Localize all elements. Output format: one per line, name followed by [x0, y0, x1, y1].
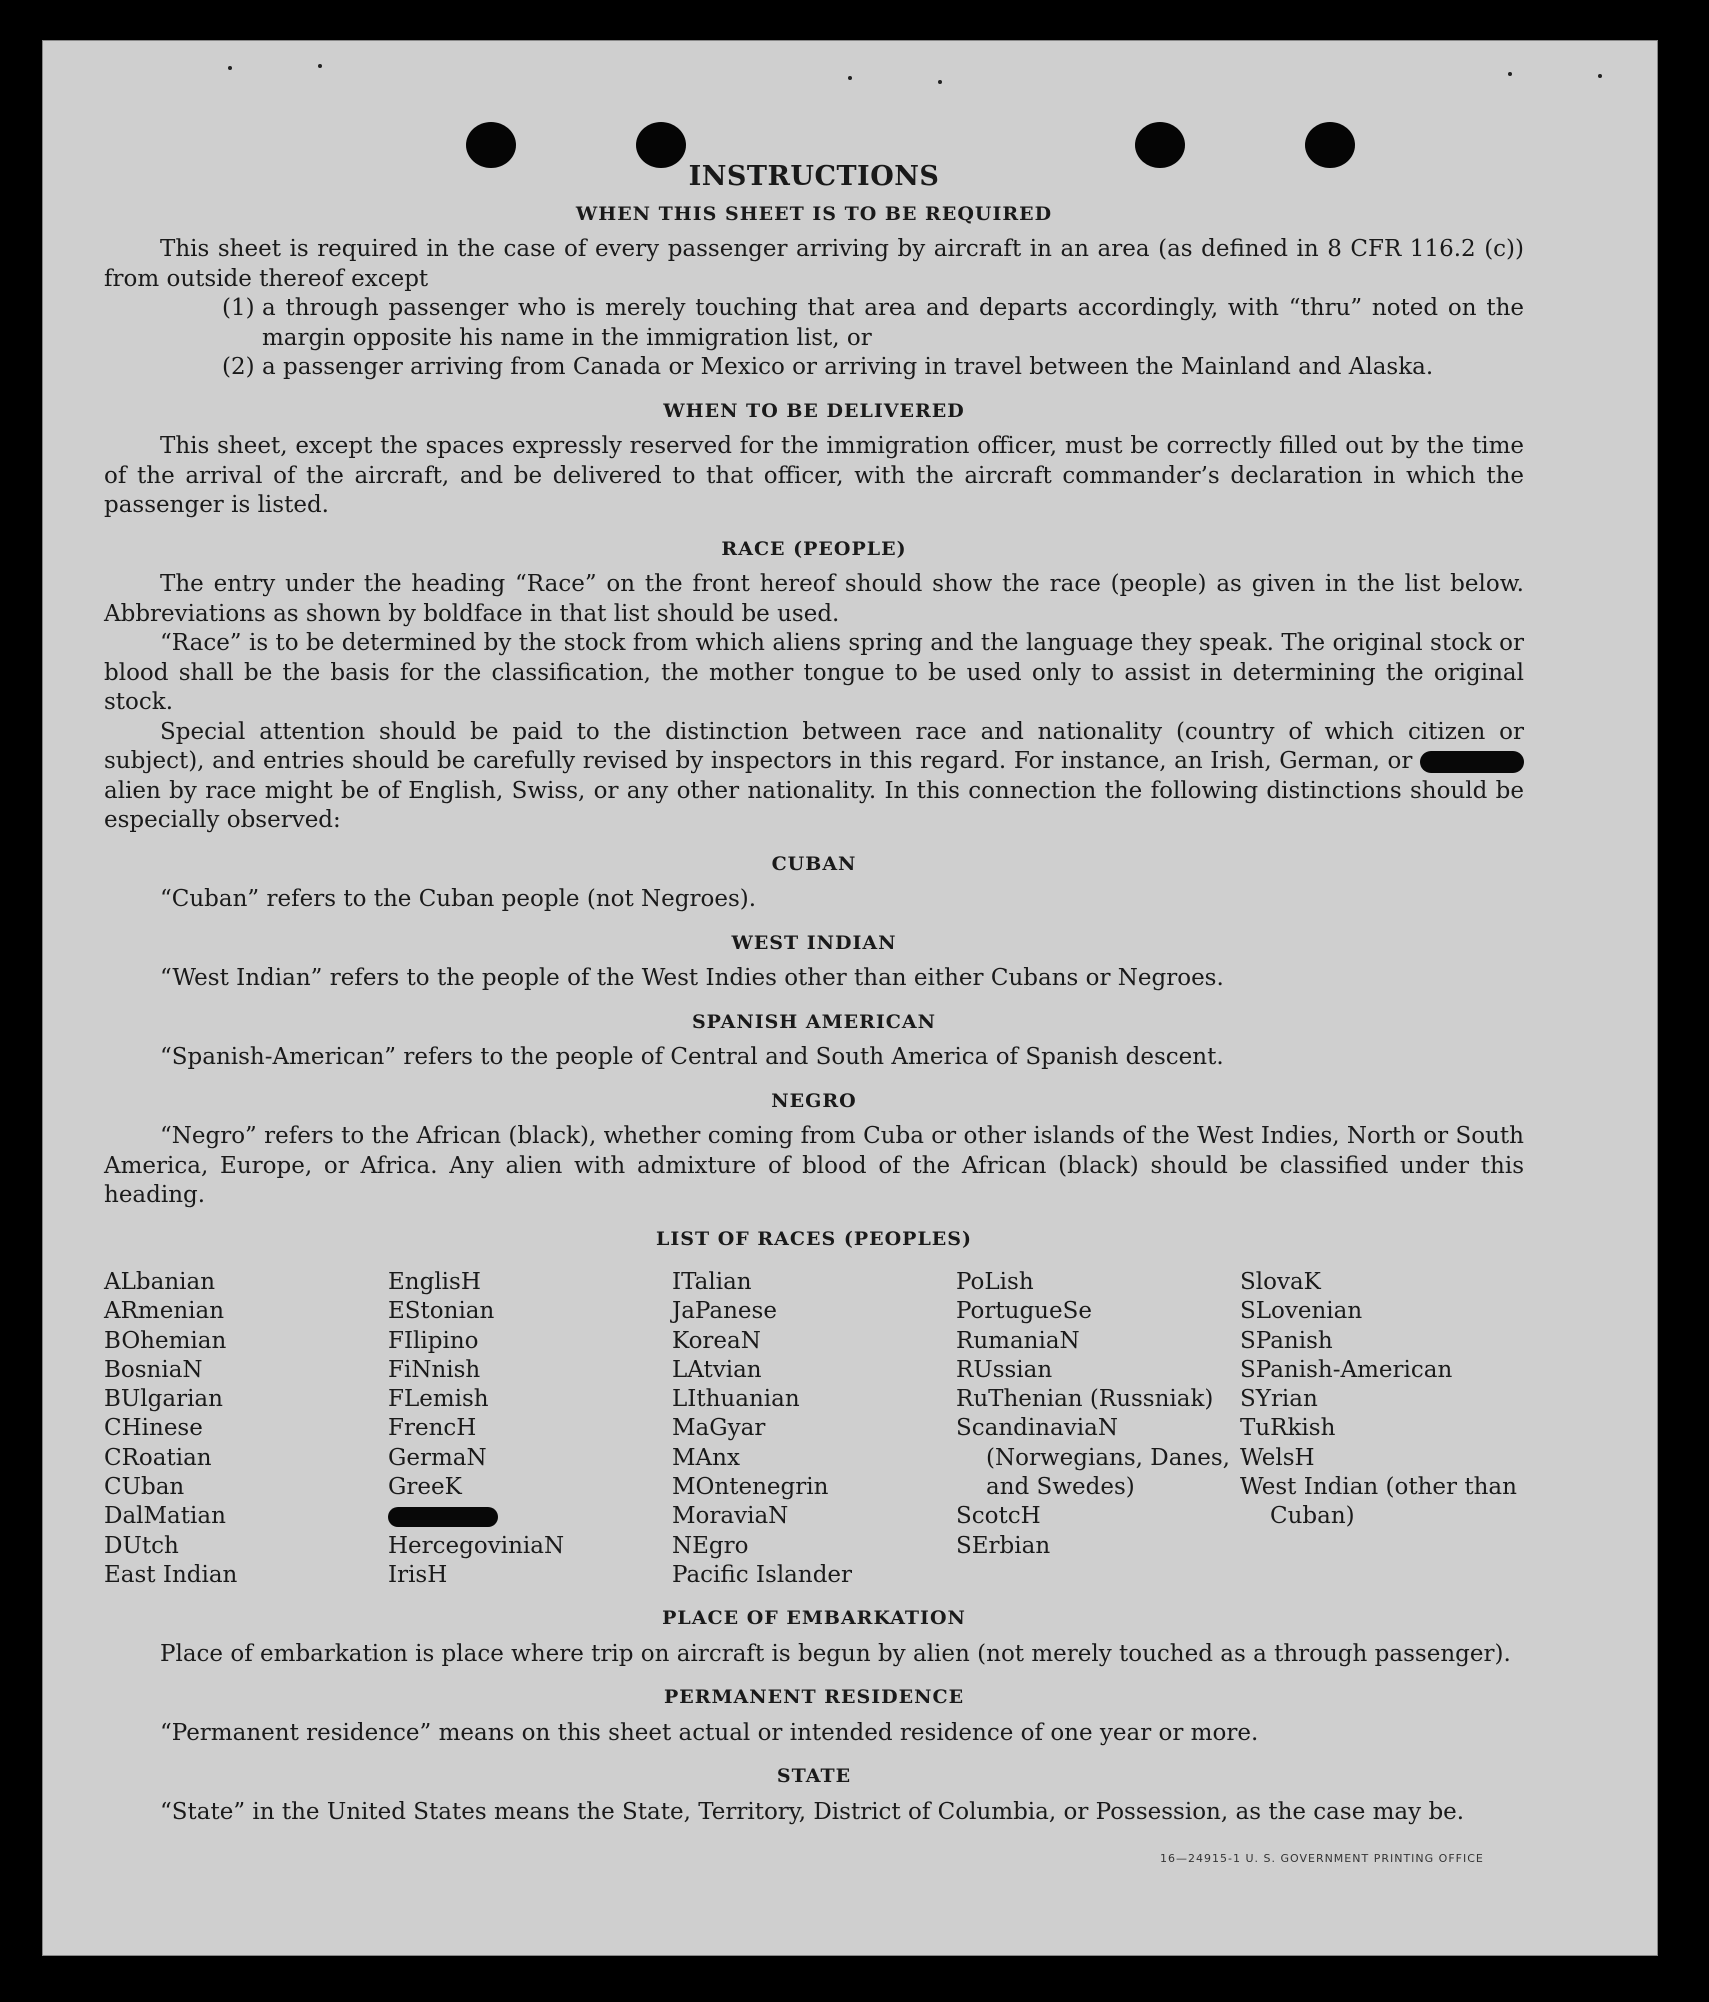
list-item: RUssian: [956, 1356, 1053, 1383]
list-item: EStonian: [388, 1298, 495, 1325]
races-column-1: [104, 1268, 388, 1590]
paragraph: This sheet is required in the case of every passenger arriving by aircraft in an area (as defined in 8 CFR 116.2 (c)) from outside thereof except: [104, 236, 1524, 292]
list-item: PortugueSe: [956, 1298, 1092, 1325]
speck: [228, 66, 232, 70]
list-item: MAnx: [672, 1444, 740, 1471]
races-column-4: [956, 1268, 1240, 1590]
list-item: DUtch: [104, 1532, 179, 1559]
list-item: CRoatian: [104, 1444, 212, 1471]
paragraph: “Negro” refers to the African (black), whether coming from Cuba or other islands of the West Indies, North or South America, Europe, or Africa. Any alien with admixture of blood of the African (black) should be classified under this heading.: [104, 1123, 1524, 1208]
paragraph: “State” in the United States means the State, Territory, District of Columbia, or Possession, as the case may be.: [160, 1798, 1465, 1825]
speck: [318, 64, 322, 68]
list-item: ScandinaviaN (Norwegians, Danes, and Swedes): [956, 1415, 1230, 1501]
list-item: SPanish-American: [1240, 1356, 1453, 1383]
list-item: EnglisH: [388, 1269, 481, 1295]
list-item: GermaN: [388, 1444, 487, 1471]
redaction-mark: [1420, 751, 1524, 773]
printer-imprint: 16—24915-1 U. S. GOVERNMENT PRINTING OFFICE: [1160, 1852, 1484, 1865]
list-item: [388, 1502, 672, 1531]
list-item: NEgro: [672, 1532, 749, 1559]
paragraph: The entry under the heading “Race” on the front hereof should show the race (people) as given in the list below. Abbreviations as shown by boldface in that list should be used.: [104, 571, 1524, 627]
list-item: FIlipino: [388, 1327, 479, 1354]
list-item: Pacific Islander: [672, 1561, 853, 1588]
list-item: MOntenegrin: [672, 1474, 829, 1501]
paragraph: “Spanish-American” refers to the people of Central and South America of Spanish descent.: [160, 1044, 1224, 1070]
section-heading: PLACE OF EMBARKATION: [662, 1607, 966, 1630]
list-item: IrisH: [388, 1561, 448, 1588]
list-item: JaPanese: [672, 1298, 777, 1325]
races-column-5: [1240, 1268, 1524, 1590]
section-heading: WHEN TO BE DELIVERED: [663, 399, 965, 422]
section-heading: RACE (PEOPLE): [721, 537, 907, 560]
section-heading: SPANISH AMERICAN: [691, 1010, 937, 1033]
speck: [1508, 72, 1512, 76]
list-item: DalMatian: [104, 1503, 226, 1530]
page-title: INSTRUCTIONS: [688, 161, 940, 192]
list-item: ScotcH: [956, 1503, 1041, 1530]
list-item: SLovenian: [1240, 1298, 1363, 1325]
section-heading: LIST OF RACES (PEOPLES): [656, 1227, 972, 1250]
speck: [938, 80, 942, 84]
list-item: WelsH: [1240, 1444, 1315, 1471]
list-item: FrencH: [388, 1415, 477, 1442]
list-item: RuThenian (Russniak): [956, 1386, 1214, 1413]
section-heading: NEGRO: [771, 1089, 857, 1112]
paragraph: Special attention should be paid to the distinction between race and nationality (country of which citizen or subject), and entries should be carefully revised by inspectors in this regard. For instance, an Irish, German, or alien by race might be of English, Swiss, or any other nationality. In this connection the following distinctions should be especially observed:: [104, 718, 1524, 833]
paragraph: “Race” is to be determined by the stock from which aliens spring and the language they speak. The original stock or blood shall be the basis for the classification, the mother tongue to be used only to assist in determining the original stock.: [104, 630, 1524, 715]
section-heading: WEST INDIAN: [731, 931, 897, 954]
list-item: ITalian: [672, 1269, 752, 1295]
list-item: FLemish: [388, 1386, 489, 1413]
list-item: HercegoviniaN: [388, 1532, 565, 1559]
list-item: (1) a through passenger who is merely touching that area and departs accordingly, with “thru” noted on the margin opposite his name in the immigration list, or: [222, 295, 1524, 351]
races-column-3: [672, 1268, 956, 1590]
redaction-mark: [388, 1507, 498, 1527]
paragraph: “Permanent residence” means on this sheet actual or intended residence of one year or more.: [160, 1719, 1259, 1746]
paragraph: This sheet, except the spaces expressly reserved for the immigration officer, must be correctly filled out by the time of the arrival of the aircraft, and be delivered to that officer, with the aircraft commander’s declaration in which the passenger is listed.: [104, 433, 1524, 518]
list-item: MaGyar: [672, 1415, 766, 1442]
list-item: TuRkish: [1240, 1415, 1336, 1442]
list-item: ALbanian: [104, 1269, 216, 1295]
speck: [1598, 74, 1602, 78]
list-item: MoraviaN: [672, 1503, 789, 1530]
list-item: FiNnish: [388, 1356, 481, 1383]
list-item: SYrian: [1240, 1386, 1318, 1413]
paragraph: “Cuban” refers to the Cuban people (not Negroes).: [160, 886, 757, 912]
instructions-text: [104, 158, 1524, 1827]
paragraph: “West Indian” refers to the people of the West Indies other than either Cubans or Negroes.: [160, 965, 1224, 991]
paragraph: Place of embarkation is place where trip on aircraft is begun by alien (not merely touched as a through passenger).: [160, 1640, 1511, 1667]
list-item: KoreaN: [672, 1327, 761, 1354]
section-heading: PERMANENT RESIDENCE: [663, 1686, 965, 1709]
list-item: CUban: [104, 1474, 185, 1501]
list-item: GreeK: [388, 1474, 462, 1501]
list-item: SlovaK: [1240, 1269, 1321, 1295]
list-item: LAtvian: [672, 1356, 762, 1383]
list-item: BOhemian: [104, 1327, 227, 1354]
races-column-2: [388, 1268, 672, 1590]
section-heading: STATE: [776, 1765, 852, 1788]
list-item: ARmenian: [104, 1298, 225, 1325]
list-item: RumaniaN: [956, 1327, 1080, 1354]
list-item: East Indian: [104, 1561, 238, 1588]
speck: [848, 76, 852, 80]
races-list: [104, 1268, 1524, 1590]
section-heading: CUBAN: [771, 852, 857, 875]
list-item: PoLish: [956, 1269, 1034, 1295]
list-item: SErbian: [956, 1532, 1051, 1559]
list-item: SPanish: [1240, 1327, 1333, 1354]
section-heading: WHEN THIS SHEET IS TO BE REQUIRED: [575, 202, 1053, 225]
list-item: BUlgarian: [104, 1386, 223, 1413]
list-item: LIthuanian: [672, 1386, 800, 1413]
list-item: CHinese: [104, 1415, 203, 1442]
list-item: West Indian (other than Cuban): [1240, 1474, 1517, 1530]
list-item: BosniaN: [104, 1356, 203, 1383]
list-item: (2) a passenger arriving from Canada or Mexico or arriving in travel between the Mainland and Alaska.: [222, 354, 1434, 380]
